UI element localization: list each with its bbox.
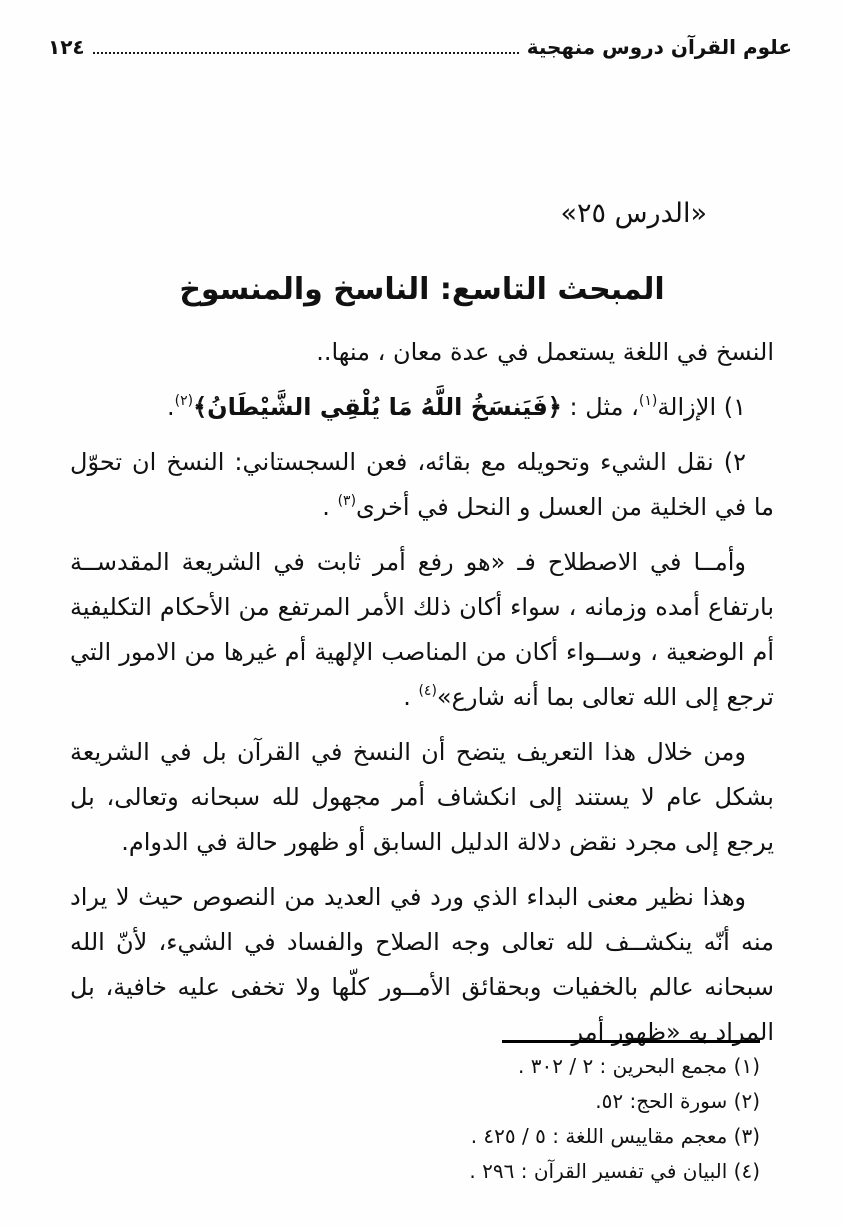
footnote-item: (٤) البيان في تفسير القرآن : ٢٩٦ . xyxy=(469,1159,760,1183)
footnote-item: (١) مجمع البحرين : ٢ / ٣٠٢ . xyxy=(518,1054,760,1078)
quran-verse: ﴿فَيَنسَخُ اللَّهُ مَا يُلْقِي الشَّيْطَانُ﴾ xyxy=(193,393,562,421)
footnote-marker: (٣) xyxy=(337,493,357,509)
text-run: . xyxy=(403,683,419,711)
footnote-marker: (٤) xyxy=(418,683,437,699)
footnote-marker: (١) xyxy=(638,393,658,409)
lesson-heading: «الدرس ٢٥» xyxy=(560,198,707,229)
text-run: ٢) نقل الشيء وتحويله مع بقائه، فعن السجستاني: النسخ ان تحوّل ما في الخلية من العسل و النحل في أخرى xyxy=(70,448,774,521)
para-badaa xyxy=(70,875,774,1055)
para-intro xyxy=(70,330,774,375)
text-run: وهذا نظير معنى البداء الذي ورد في العديد من النصوص حيث لا يراد منه أنّه ينكشــف لله تعالى وجه الصلاح والفساد في الشيء، لأنّ الله سبحانه عالم بالخفيات وبحقائق الأمــور كلّها ولا تخفى عليه خافية، بل المراد به «ظهور أمر xyxy=(70,883,774,1046)
header-book-title: علوم القرآن دروس منهجية xyxy=(526,35,792,59)
footnotes-block xyxy=(80,1040,760,1189)
header-dotted-leader xyxy=(93,51,519,54)
page-header xyxy=(48,34,792,60)
text-run: ١) الإزالة xyxy=(657,393,746,421)
body-text xyxy=(70,330,774,1065)
text-run: . xyxy=(322,493,338,521)
para-meaning-1 xyxy=(70,385,774,430)
text-run: ومن خلال هذا التعريف يتضح أن النسخ في القرآن بل في الشريعة بشكل عام لا يستند إلى انكشاف أمر مجهول لله سبحانه وتعالى، بل يرجع إلى مجرد نقض دلالة الدليل السابق أو ظهور حالة في الدوام. xyxy=(70,738,774,856)
text-run: النسخ في اللغة يستعمل في عدة معان ، منها.. xyxy=(316,338,774,366)
text-run: وأمــا في الاصطلاح فـ «هو رفع أمر ثابت في الشريعة المقدســة بارتفاع أمده وزمانه ، سواء أكان ذلك الأمر المرتفع من الأحكام التكليفية أم الوضعية ، وســواء أكان من المناصب الإلهية أم غيرها من الامور التي ترجع إلى الله تعالى بما أنه شارع» xyxy=(70,548,774,711)
section-title: المبحث التاسع: الناسخ والمنسوخ xyxy=(179,272,665,307)
footnote-marker: (٢) xyxy=(174,393,194,409)
para-definition-note xyxy=(70,730,774,865)
text-run: ، مثل : xyxy=(561,393,639,421)
footnote-item: (٢) سورة الحج: ٥٢. xyxy=(595,1089,760,1113)
para-meaning-2 xyxy=(70,440,774,530)
footnote-separator xyxy=(502,1040,760,1043)
header-page-number: ١٢٤ xyxy=(48,35,85,59)
footnote-item: (٣) معجم مقاييس اللغة : ٥ / ٤٢٥ . xyxy=(470,1124,760,1148)
text-run: . xyxy=(167,393,175,421)
para-terminology xyxy=(70,540,774,720)
